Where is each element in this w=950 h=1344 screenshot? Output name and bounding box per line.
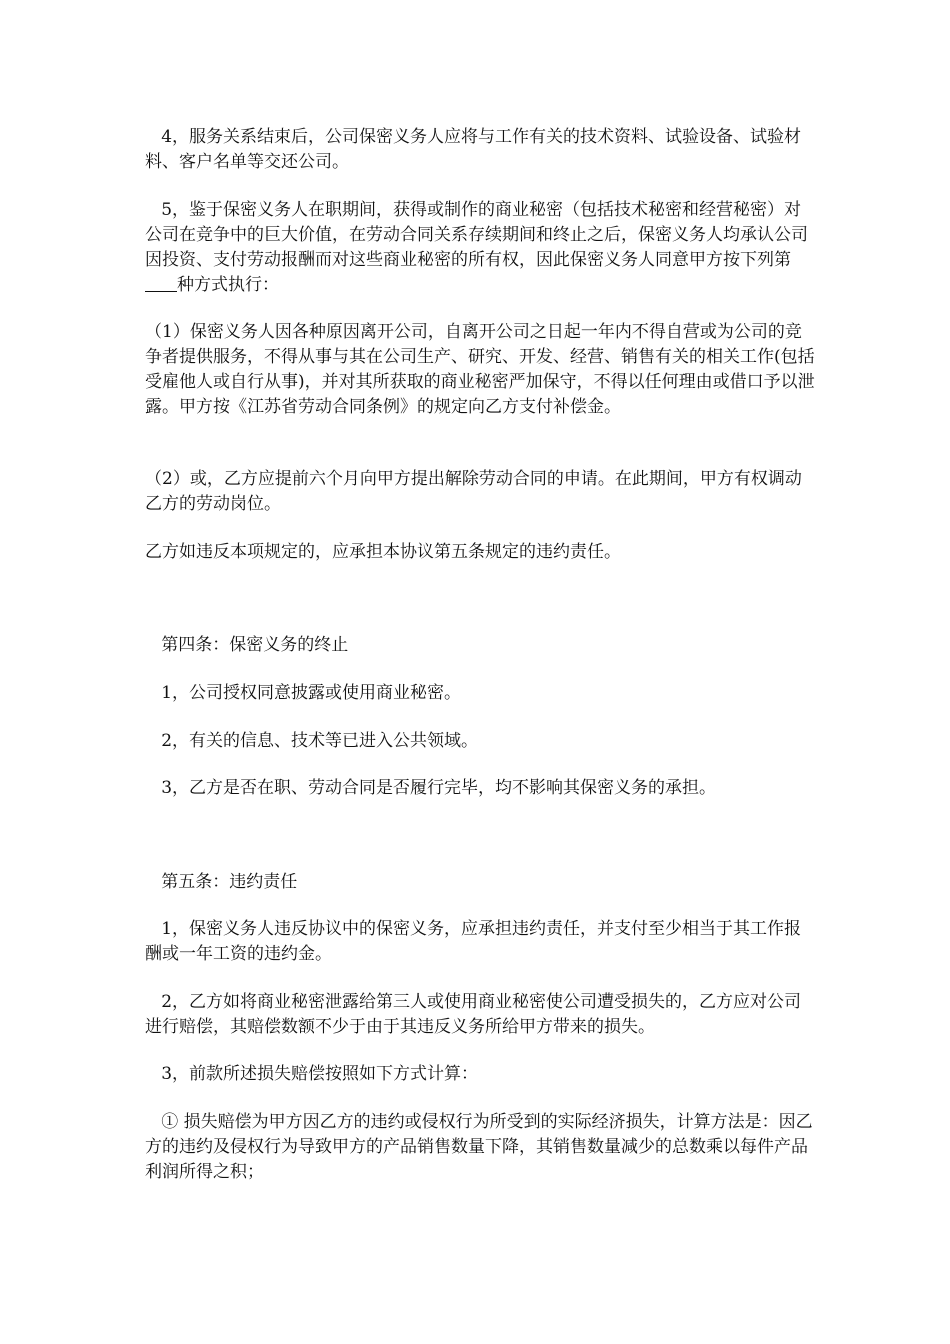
art5-item1: 1，保密义务人违反协议中的保密义务，应承担违约责任，并支付至少相当于其工作报酬或一年工资的违约金。	[145, 919, 802, 964]
art5-heading: 第五条：违约责任	[145, 872, 298, 892]
art4-item3: 3，乙方是否在职、劳动合同是否履行完毕，均不影响其保密义务的承担。	[145, 778, 717, 798]
art3-item5-tail: 种方式执行：	[177, 275, 279, 295]
art5-item2: 2，乙方如将商业秘密泄露给第三人或使用商业秘密使公司遭受损失的，乙方应对公司进行赔偿，其赔偿数额不少于由于其违反义务所给甲方带来的损失。	[145, 992, 802, 1037]
art3-item5-text: 5，鉴于保密义务人在职期间，获得或制作的商业秘密（包括技术秘密和经营秘密）对公司在竞争中的巨大价值，在劳动合同关系存续期间和终止之后，保密义务人均承认公司因投资、支付劳动报酬而对这些商业秘密的所有权，因此保密义务人同意甲方按下列第	[145, 200, 808, 270]
art3-item4: 4，服务关系结束后，公司保密义务人应将与工作有关的技术资料、试验设备、试验材料、客户名单等交还公司。	[145, 127, 802, 172]
art3-option1: （1）保密义务人因各种原因离开公司，自离开公司之日起一年内不得自营或为公司的竞争者提供服务，不得从事与其在公司生产、研究、开发、经营、销售有关的相关工作(包括受雇他人或自行从事)，并对其所获取的商业秘密严加保守，不得以任何理由或借口予以泄露。甲方按《江苏省劳动合同条例》的规定向乙方支付补偿金。	[145, 322, 815, 417]
art5-item3: 3，前款所述损失赔偿按照如下方式计算：	[145, 1064, 479, 1084]
art4-heading: 第四条：保密义务的终止	[145, 635, 349, 655]
art4-item1: 1，公司授权同意披露或使用商业秘密。	[145, 683, 462, 703]
art3-option2: （2）或，乙方应提前六个月向甲方提出解除劳动合同的申请。在此期间，甲方有权调动乙方的劳动岗位。	[145, 469, 802, 514]
art3-item5	[145, 198, 815, 298]
art3-breach-note: 乙方如违反本项规定的，应承担本协议第五条规定的违约责任。	[145, 542, 621, 562]
art4-item2: 2，有关的信息、技术等已进入公共领域。	[145, 731, 479, 751]
choice-blank	[145, 273, 177, 292]
art5-calc1: ① 损失赔偿为甲方因乙方的违约或侵权行为所受到的实际经济损失，计算方法是：因乙方的违约及侵权行为导致甲方的产品销售数量下降，其销售数量减少的总数乘以每件产品利润所得之积；	[145, 1112, 813, 1182]
